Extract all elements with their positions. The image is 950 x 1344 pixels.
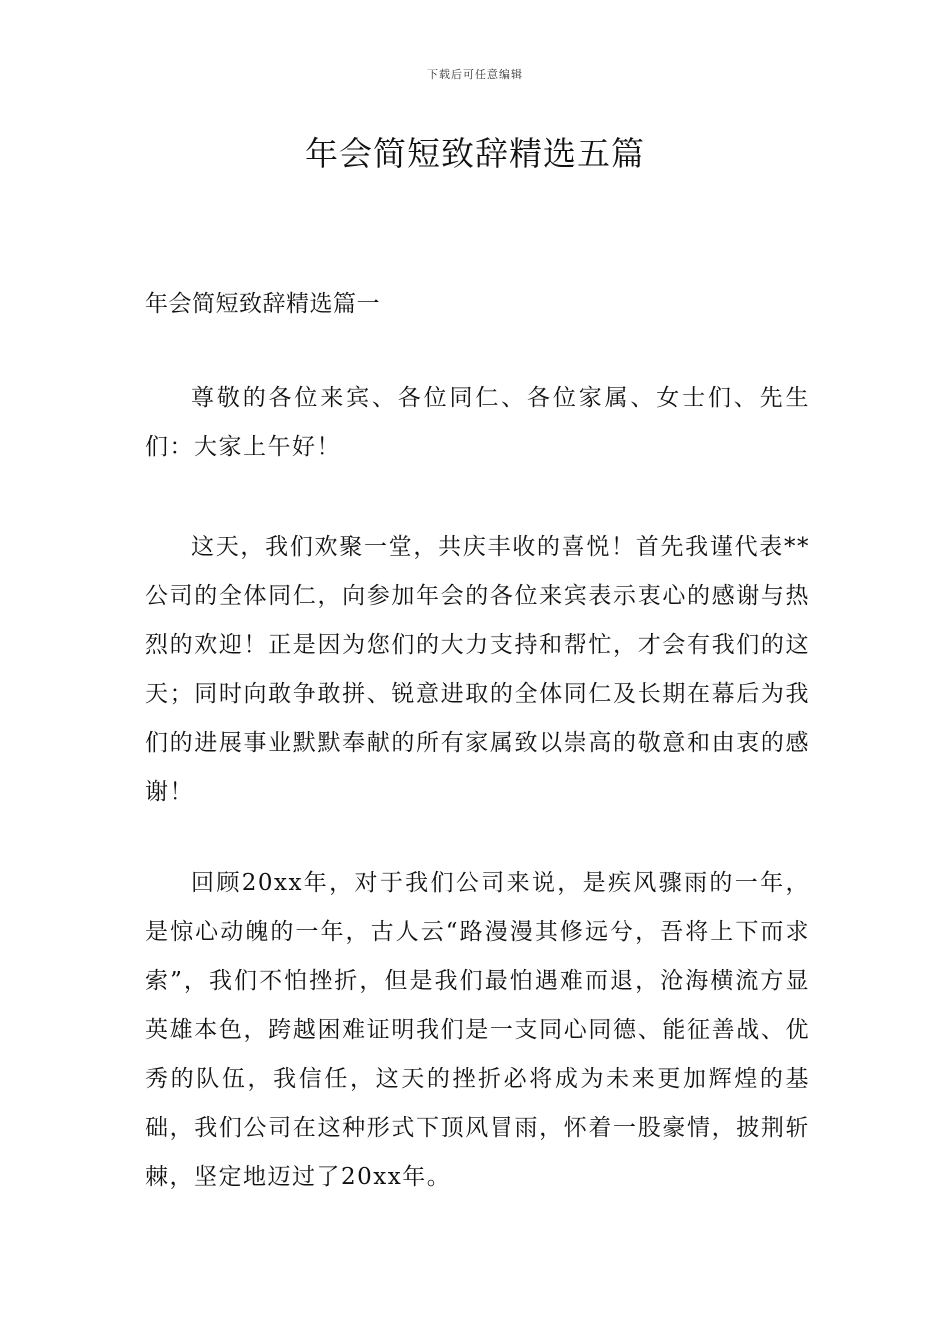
section-heading: 年会简短致辞精选篇一 [145,291,380,317]
paragraph-review: 回顾20xx年，对于我们公司来说，是疾风骤雨的一年，是惊心动魄的一年，古人云“路漫漫其修远兮，吾将上下而求索”，我们不怕挫折，但是我们最怕遇难而退，沧海横流方显英雄本色，跨越困难证明我们是一支同心同德、能征善战、优秀的队伍，我信任，这天的挫折必将成为未来更加辉煌的基础，我们公司在这种形式下顶风冒雨，怀着一股豪情，披荆斩棘，坚定地迈过了20xx年。 [145,870,810,1190]
paragraph-thanks: 这天，我们欢聚一堂，共庆丰收的喜悦！首先我谨代表**公司的全体同仁，向参加年会的各位来宾表示衷心的感谢与热烈的欢迎！正是因为您们的大力支持和帮忙，才会有我们的这天；同时向敢争敢拼、锐意进取的全体同仁及长期在幕后为我们的进展事业默默奉献的所有家属致以崇高的敬意和由衷的感谢！ [145,534,810,805]
document-title: 年会简短致辞精选五篇 [305,134,645,173]
paragraph-greeting: 尊敬的各位来宾、各位同仁、各位家属、女士们、先生们：大家上午好！ [145,385,810,460]
header-note: 下载后可任意编辑 [427,68,523,81]
